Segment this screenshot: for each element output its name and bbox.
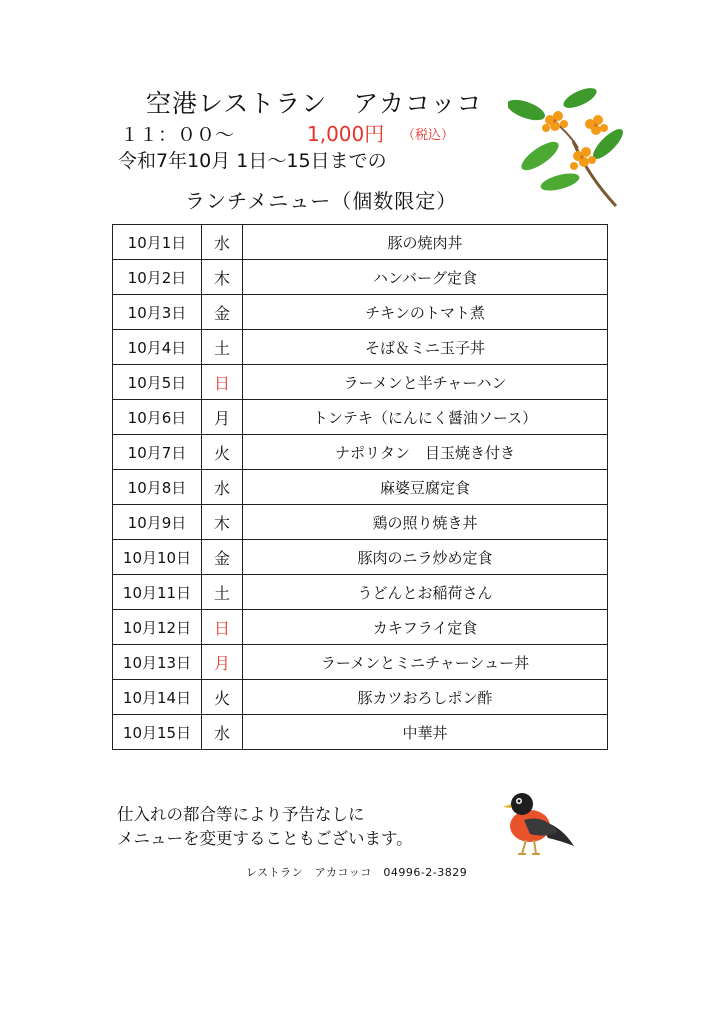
menu-date: 10月1日 — [113, 225, 202, 260]
menu-day-of-week: 月 — [202, 400, 243, 435]
menu-day-of-week: 水 — [202, 225, 243, 260]
menu-dish: トンテキ（にんにく醤油ソース） — [243, 400, 608, 435]
menu-date: 10月11日 — [113, 575, 202, 610]
menu-row — [113, 575, 608, 610]
akakokko-bird-icon — [500, 780, 580, 860]
menu-date: 10月10日 — [113, 540, 202, 575]
menu-date: 10月13日 — [113, 645, 202, 680]
menu-period: 令和7年10月 1日～15日までの — [118, 150, 387, 172]
menu-day-of-week: 火 — [202, 680, 243, 715]
menu-row — [113, 435, 608, 470]
menu-date: 10月5日 — [113, 365, 202, 400]
notice-text — [117, 803, 413, 851]
menu-date: 10月4日 — [113, 330, 202, 365]
menu-row — [113, 610, 608, 645]
menu-date: 10月8日 — [113, 470, 202, 505]
lunch-price: 1,000円 — [307, 122, 385, 146]
menu-dish: ナポリタン 目玉焼き付き — [243, 435, 608, 470]
tax-note: （税込） — [402, 128, 455, 143]
menu-day-of-week: 月 — [202, 645, 243, 680]
contact-line: レストラン アカコッコ 04996-2-3829 — [246, 866, 468, 879]
menu-row — [113, 295, 608, 330]
menu-date: 10月7日 — [113, 435, 202, 470]
menu-dish: うどんとお稲荷さん — [243, 575, 608, 610]
menu-date: 10月2日 — [113, 260, 202, 295]
menu-row — [113, 470, 608, 505]
osmanthus-flower-icon — [508, 86, 628, 211]
menu-dish: ラーメンと半チャーハン — [243, 365, 608, 400]
menu-dish: カキフライ定食 — [243, 610, 608, 645]
menu-row — [113, 260, 608, 295]
menu-row — [113, 505, 608, 540]
menu-day-of-week: 木 — [202, 505, 243, 540]
menu-dish: 豚カツおろしポン酢 — [243, 680, 608, 715]
menu-date: 10月6日 — [113, 400, 202, 435]
menu-day-of-week: 水 — [202, 470, 243, 505]
menu-date: 10月15日 — [113, 715, 202, 750]
menu-day-of-week: 土 — [202, 330, 243, 365]
menu-dish: 中華丼 — [243, 715, 608, 750]
menu-day-of-week: 火 — [202, 435, 243, 470]
menu-row — [113, 365, 608, 400]
menu-date: 10月12日 — [113, 610, 202, 645]
menu-dish: ラーメンとミニチャーシュー丼 — [243, 645, 608, 680]
menu-day-of-week: 金 — [202, 295, 243, 330]
page-title: 空港レストラン アカコッコ — [146, 89, 483, 118]
menu-row — [113, 680, 608, 715]
menu-dish: 豚の焼肉丼 — [243, 225, 608, 260]
menu-dish: 鶏の照り焼き丼 — [243, 505, 608, 540]
menu-dish: ハンバーグ定食 — [243, 260, 608, 295]
menu-day-of-week: 土 — [202, 575, 243, 610]
menu-day-of-week: 日 — [202, 365, 243, 400]
menu-row — [113, 400, 608, 435]
menu-date: 10月9日 — [113, 505, 202, 540]
menu-day-of-week: 日 — [202, 610, 243, 645]
menu-dish: そば＆ミニ玉子丼 — [243, 330, 608, 365]
menu-row — [113, 645, 608, 680]
lunch-menu-table — [112, 224, 608, 750]
notice-line-1: 仕入れの都合等により予告なしに — [117, 805, 365, 824]
menu-row — [113, 225, 608, 260]
menu-day-of-week: 金 — [202, 540, 243, 575]
menu-subtitle: ランチメニュー（個数限定） — [185, 189, 458, 213]
menu-row — [113, 540, 608, 575]
menu-day-of-week: 木 — [202, 260, 243, 295]
menu-date: 10月14日 — [113, 680, 202, 715]
menu-row — [113, 715, 608, 750]
menu-row — [113, 330, 608, 365]
menu-dish: チキンのトマト煮 — [243, 295, 608, 330]
menu-dish: 麻婆豆腐定食 — [243, 470, 608, 505]
lunch-time: １１：００～ — [120, 124, 235, 146]
menu-date: 10月3日 — [113, 295, 202, 330]
notice-line-2: メニューを変更することもございます。 — [117, 829, 413, 848]
menu-day-of-week: 水 — [202, 715, 243, 750]
menu-dish: 豚肉のニラ炒め定食 — [243, 540, 608, 575]
